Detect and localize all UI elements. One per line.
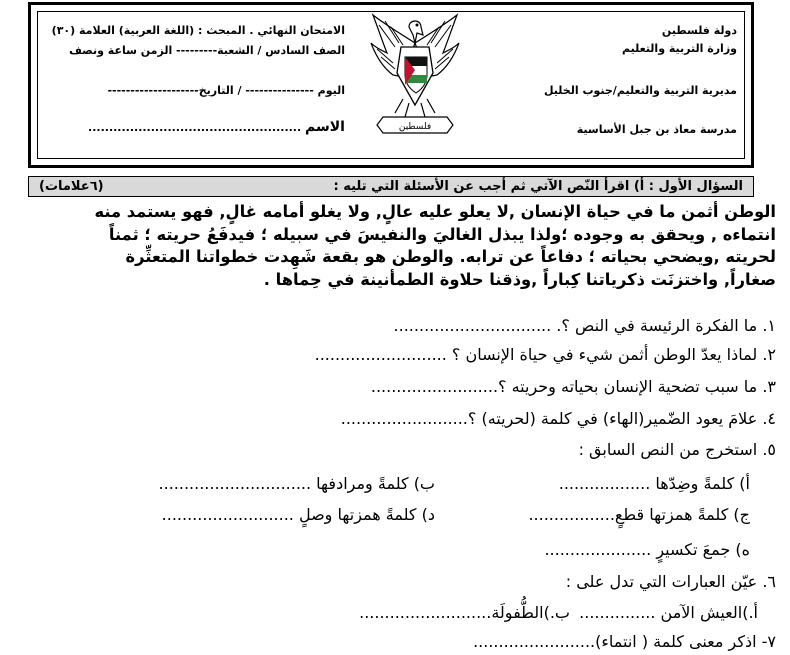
passage-line-3: لحريته ,ويضحي بحياته ؛ دفاعاً عن ترابه. والوطن هو بقعة شَهِدت خطواتنا المتعثِّرة xyxy=(125,247,776,266)
date-info: اليوم --------------- / التاريخ-------------------- xyxy=(107,84,345,97)
question-5-d: د) كلمةً همزتها وصلٍ .......................... xyxy=(161,505,435,524)
directorate-name: مديرية التربية والتعليم/جنوب الخليل xyxy=(543,84,737,97)
question-one-bar xyxy=(28,176,754,197)
palestine-eagle-emblem xyxy=(369,13,461,135)
question-6: ٦. عيّن العبارات التي تدل على : xyxy=(565,572,776,591)
emblem-scroll-text: فلسطين xyxy=(398,122,432,132)
question-one-instruction: السؤال الأول : أ) اقرأ النّص الآتي ثم أجب عن الأسئلة التي تليه : xyxy=(333,179,743,194)
passage-line-1: الوطن أثمن ما في حياة الإنسان ,لا يعلو عليه عالٍ, ولا يغلو أمامه غالٍ, فهو يستمد منه xyxy=(94,202,776,221)
question-5-a: أ) كلمةً وضِدّها .................. xyxy=(558,474,750,493)
question-5: ٥. استخرج من النص السابق : xyxy=(578,440,776,459)
state-name: دولة فلسطين xyxy=(661,24,737,37)
question-one-marks: (٦علامات) xyxy=(39,179,104,194)
exam-header xyxy=(28,2,754,168)
student-name-field[interactable] xyxy=(88,119,345,136)
question-3: ٣. ما سبب تضحية الإنسان بحياته وحريته ؟......................... xyxy=(370,377,776,396)
exam-info: الامتحان النهائي . المبحث : (اللغة العربية) العلامة (٣٠) xyxy=(51,24,345,37)
name-label: الاسم xyxy=(305,119,345,135)
class-info: الصف السادس / الشعبة--------- الزمن ساعة ونصف xyxy=(69,44,345,57)
question-5-e: ه) جمعَ تكسيرٍ ..................... xyxy=(544,540,750,559)
question-5-c: ج) كلمةً همزتها قطعٍ................. xyxy=(528,505,750,524)
question-1: ١. ما الفكرة الرئيسة في النص ؟. ............................... xyxy=(393,316,776,335)
reading-passage xyxy=(22,201,776,291)
passage-line-4: صغاراً, واختزنَت ذكرياتنا كِباراً ,وذقنا حلاوة الطمأنينة في حِماها . xyxy=(263,269,776,289)
school-name: مدرسة معاذ بن جبل الأساسية xyxy=(576,123,737,136)
ministry-name: وزارة التربية والتعليم xyxy=(622,42,737,55)
question-6-a: أ.)العيش الآمن ............... xyxy=(579,603,758,622)
name-dots: ................................................... xyxy=(88,121,302,134)
question-6-b: ب.)الطُّفولَة.......................... xyxy=(359,603,570,622)
question-7: ٧- اذكر معنى كلمة ( انتماء)........................ xyxy=(473,632,776,651)
question-5-b: ب) كلمةً ومرادفها .............................. xyxy=(158,474,435,493)
question-4: ٤. علامَ يعود الضّمير(الهاء) في كلمة (لحريته) ؟......................... xyxy=(340,409,776,428)
question-2: ٢. لماذا يعدّ الوطن أثمن شيء في حياة الإنسان ؟ .......................... xyxy=(314,345,776,364)
passage-line-2: انتماءه , ويحقق به وجوده ؛ولذا يبذل الغاليَ والنفيسَ في سبيله ؛ فيدفَعُ حريته ؛ ثمناً xyxy=(108,224,776,244)
